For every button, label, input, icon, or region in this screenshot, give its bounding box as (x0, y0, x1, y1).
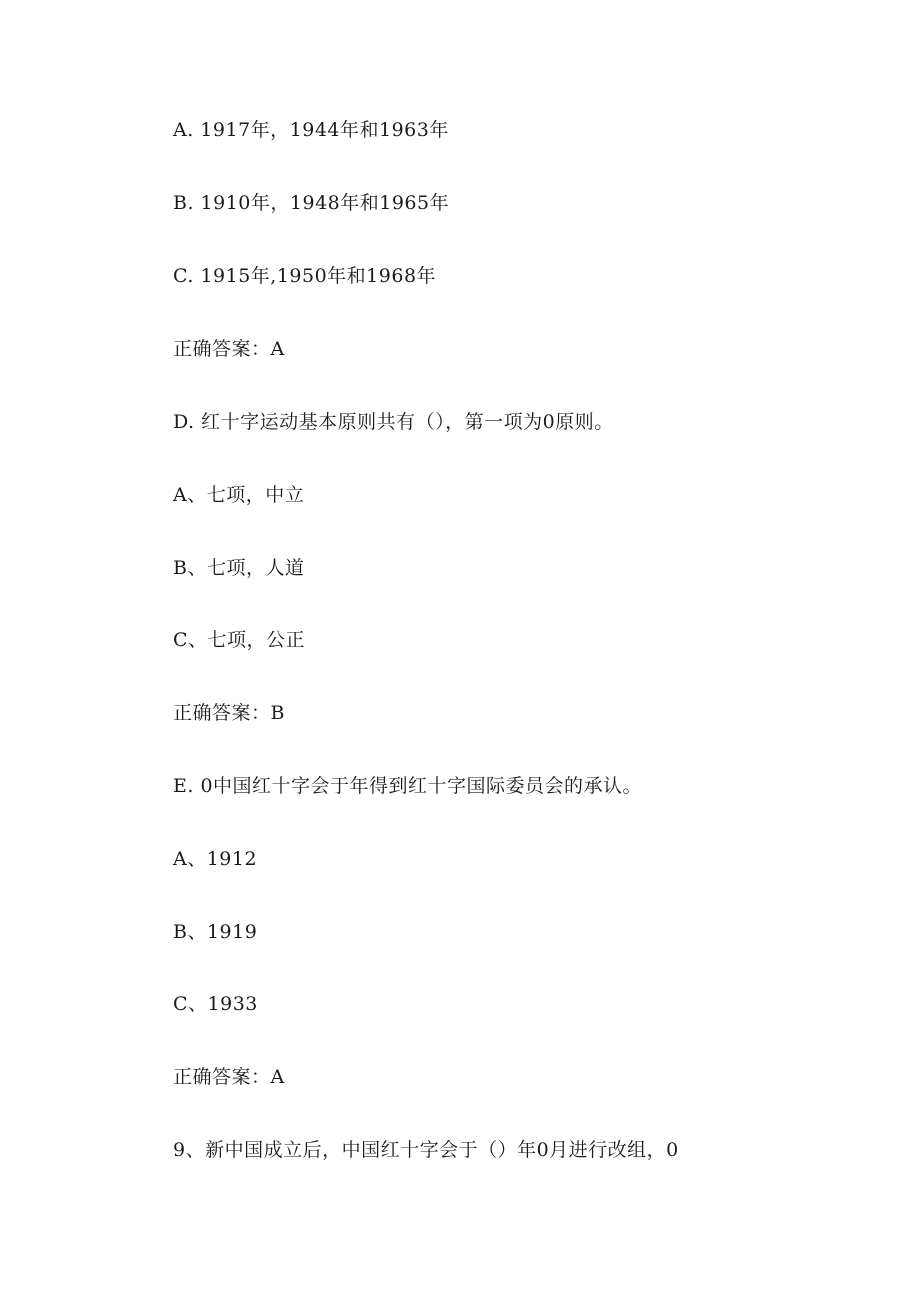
question-d: D. 红十字运动基本原则共有（），第一项为0原则。 (173, 411, 614, 433)
answer-line: 正确答案：B (173, 702, 285, 724)
option-a-principles: A、七项，中立 (173, 484, 305, 506)
option-b-year: B、1919 (173, 921, 258, 943)
option-c-years: C. 1915年,1950年和1968年 (173, 265, 437, 287)
answer-line: 正确答案：A (173, 1066, 285, 1088)
option-b-years: B. 1910年，1948年和1965年 (173, 192, 450, 214)
answer-line: 正确答案：A (173, 338, 285, 360)
option-c-principles: C、七项，公正 (173, 629, 306, 651)
question-e: E. 0中国红十字会于年得到红十字国际委员会的承认。 (173, 775, 643, 797)
option-a-years: A. 1917年，1944年和1963年 (173, 119, 449, 141)
question-9: 9、新中国成立后，中国红十字会于（）年0月进行改组，0 (173, 1139, 679, 1161)
option-c-year: C、1933 (173, 993, 258, 1015)
option-b-principles: B、七项，人道 (173, 557, 305, 579)
option-a-year: A、1912 (173, 848, 258, 870)
